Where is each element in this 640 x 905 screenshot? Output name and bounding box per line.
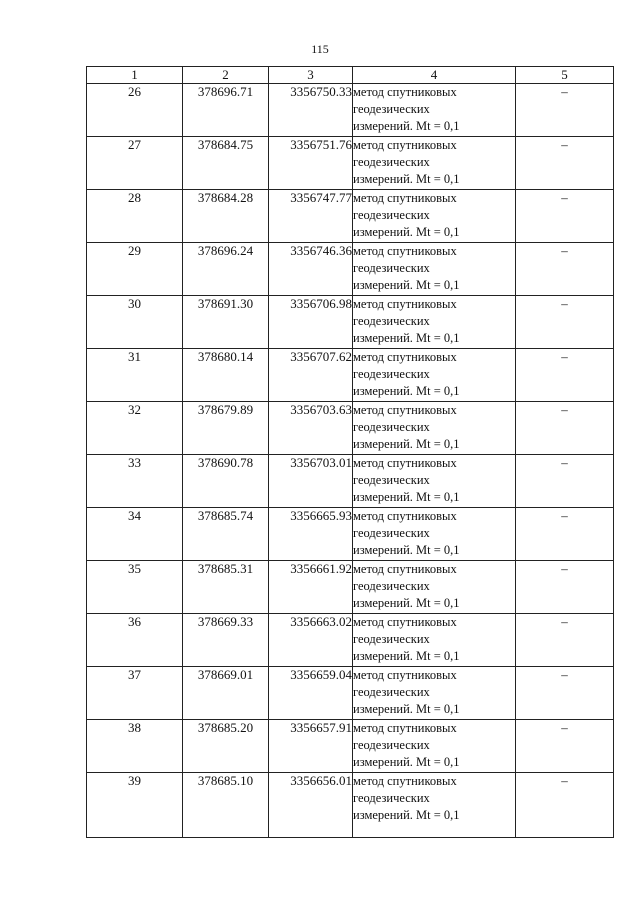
point-number-cell: 38 (87, 720, 183, 773)
point-number-cell: 32 (87, 402, 183, 455)
method-cell (353, 137, 516, 190)
method-cell (353, 720, 516, 773)
method-cell (353, 84, 516, 137)
x-coordinate-cell: 378680.14 (183, 349, 269, 402)
table-row (87, 402, 614, 455)
point-number-cell: 35 (87, 561, 183, 614)
column-header-2: 2 (183, 67, 269, 84)
note-cell: – (516, 190, 614, 243)
method-line-1: метод спутниковых (353, 774, 457, 788)
method-line-1: метод спутниковых (353, 138, 457, 152)
x-coordinate-cell: 378685.20 (183, 720, 269, 773)
table-row (87, 773, 614, 838)
y-coordinate-cell: 3356746.36 (269, 243, 353, 296)
note-cell: – (516, 84, 614, 137)
method-cell (353, 773, 516, 838)
x-coordinate-cell: 378679.89 (183, 402, 269, 455)
method-line-1: метод спутниковых (353, 85, 457, 99)
point-number-cell: 33 (87, 455, 183, 508)
x-coordinate-cell: 378669.01 (183, 667, 269, 720)
method-line-3: измерений. Mt = 0,1 (353, 755, 460, 769)
method-line-1: метод спутниковых (353, 509, 457, 523)
note-cell: – (516, 349, 614, 402)
point-number-cell: 29 (87, 243, 183, 296)
column-header-3: 3 (269, 67, 353, 84)
y-coordinate-cell: 3356747.77 (269, 190, 353, 243)
table-row (87, 508, 614, 561)
method-line-1: метод спутниковых (353, 562, 457, 576)
method-line-1: метод спутниковых (353, 350, 457, 364)
method-line-3: измерений. Mt = 0,1 (353, 649, 460, 663)
method-cell (353, 667, 516, 720)
method-line-2: геодезических (353, 102, 430, 116)
method-line-2: геодезических (353, 791, 430, 805)
method-cell (353, 190, 516, 243)
y-coordinate-cell: 3356665.93 (269, 508, 353, 561)
point-number-cell: 26 (87, 84, 183, 137)
point-number-cell: 36 (87, 614, 183, 667)
method-line-2: геодезических (353, 314, 430, 328)
method-line-3: измерений. Mt = 0,1 (353, 596, 460, 610)
x-coordinate-cell: 378690.78 (183, 455, 269, 508)
note-cell: – (516, 773, 614, 838)
method-line-2: геодезических (353, 155, 430, 169)
method-cell (353, 402, 516, 455)
y-coordinate-cell: 3356656.01 (269, 773, 353, 838)
column-header-1: 1 (87, 67, 183, 84)
method-cell (353, 614, 516, 667)
method-line-2: геодезических (353, 579, 430, 593)
coordinates-table (86, 66, 614, 838)
table-row (87, 84, 614, 137)
table-row (87, 243, 614, 296)
y-coordinate-cell: 3356706.98 (269, 296, 353, 349)
page-number: 115 (311, 42, 329, 56)
method-line-1: метод спутниковых (353, 721, 457, 735)
point-number-cell: 30 (87, 296, 183, 349)
note-cell: – (516, 667, 614, 720)
note-cell: – (516, 137, 614, 190)
table-row (87, 720, 614, 773)
method-line-3: измерений. Mt = 0,1 (353, 172, 460, 186)
method-line-1: метод спутниковых (353, 668, 457, 682)
table-row (87, 349, 614, 402)
x-coordinate-cell: 378685.10 (183, 773, 269, 838)
method-line-3: измерений. Mt = 0,1 (353, 119, 460, 133)
method-cell (353, 455, 516, 508)
method-line-3: измерений. Mt = 0,1 (353, 437, 460, 451)
table-row (87, 190, 614, 243)
note-cell: – (516, 508, 614, 561)
method-cell (353, 508, 516, 561)
note-cell: – (516, 720, 614, 773)
method-cell (353, 561, 516, 614)
note-cell: – (516, 296, 614, 349)
method-line-3: измерений. Mt = 0,1 (353, 331, 460, 345)
method-line-3: измерений. Mt = 0,1 (353, 543, 460, 557)
y-coordinate-cell: 3356657.91 (269, 720, 353, 773)
method-line-3: измерений. Mt = 0,1 (353, 278, 460, 292)
note-cell: – (516, 614, 614, 667)
x-coordinate-cell: 378696.71 (183, 84, 269, 137)
y-coordinate-cell: 3356750.33 (269, 84, 353, 137)
table-row (87, 137, 614, 190)
method-line-1: метод спутниковых (353, 615, 457, 629)
method-line-2: геодезических (353, 261, 430, 275)
x-coordinate-cell: 378685.31 (183, 561, 269, 614)
method-line-3: измерений. Mt = 0,1 (353, 225, 460, 239)
method-line-3: измерений. Mt = 0,1 (353, 702, 460, 716)
method-line-1: метод спутниковых (353, 244, 457, 258)
note-cell: – (516, 561, 614, 614)
y-coordinate-cell: 3356751.76 (269, 137, 353, 190)
method-line-3: измерений. Mt = 0,1 (353, 808, 460, 822)
point-number-cell: 34 (87, 508, 183, 561)
y-coordinate-cell: 3356661.92 (269, 561, 353, 614)
x-coordinate-cell: 378684.28 (183, 190, 269, 243)
method-line-2: геодезических (353, 685, 430, 699)
x-coordinate-cell: 378685.74 (183, 508, 269, 561)
x-coordinate-cell: 378669.33 (183, 614, 269, 667)
method-line-3: измерений. Mt = 0,1 (353, 384, 460, 398)
note-cell: – (516, 243, 614, 296)
table-row (87, 667, 614, 720)
point-number-cell: 37 (87, 667, 183, 720)
method-line-2: геодезических (353, 473, 430, 487)
point-number-cell: 28 (87, 190, 183, 243)
x-coordinate-cell: 378696.24 (183, 243, 269, 296)
y-coordinate-cell: 3356663.02 (269, 614, 353, 667)
note-cell: – (516, 455, 614, 508)
point-number-cell: 39 (87, 773, 183, 838)
method-line-2: геодезических (353, 738, 430, 752)
table-row (87, 561, 614, 614)
column-header-4: 4 (353, 67, 516, 84)
table-header-row (87, 67, 614, 84)
method-line-2: геодезических (353, 367, 430, 381)
method-line-1: метод спутниковых (353, 403, 457, 417)
table-row (87, 296, 614, 349)
method-line-2: геодезических (353, 526, 430, 540)
method-cell (353, 349, 516, 402)
column-header-5: 5 (516, 67, 614, 84)
method-line-1: метод спутниковых (353, 297, 457, 311)
y-coordinate-cell: 3356703.01 (269, 455, 353, 508)
method-line-2: геодезических (353, 208, 430, 222)
method-cell (353, 296, 516, 349)
y-coordinate-cell: 3356659.04 (269, 667, 353, 720)
point-number-cell: 31 (87, 349, 183, 402)
y-coordinate-cell: 3356707.62 (269, 349, 353, 402)
method-line-1: метод спутниковых (353, 191, 457, 205)
y-coordinate-cell: 3356703.63 (269, 402, 353, 455)
method-line-2: геодезических (353, 420, 430, 434)
x-coordinate-cell: 378684.75 (183, 137, 269, 190)
method-cell (353, 243, 516, 296)
method-line-3: измерений. Mt = 0,1 (353, 490, 460, 504)
point-number-cell: 27 (87, 137, 183, 190)
table-row (87, 455, 614, 508)
table-row (87, 614, 614, 667)
x-coordinate-cell: 378691.30 (183, 296, 269, 349)
method-line-1: метод спутниковых (353, 456, 457, 470)
note-cell: – (516, 402, 614, 455)
method-line-2: геодезических (353, 632, 430, 646)
